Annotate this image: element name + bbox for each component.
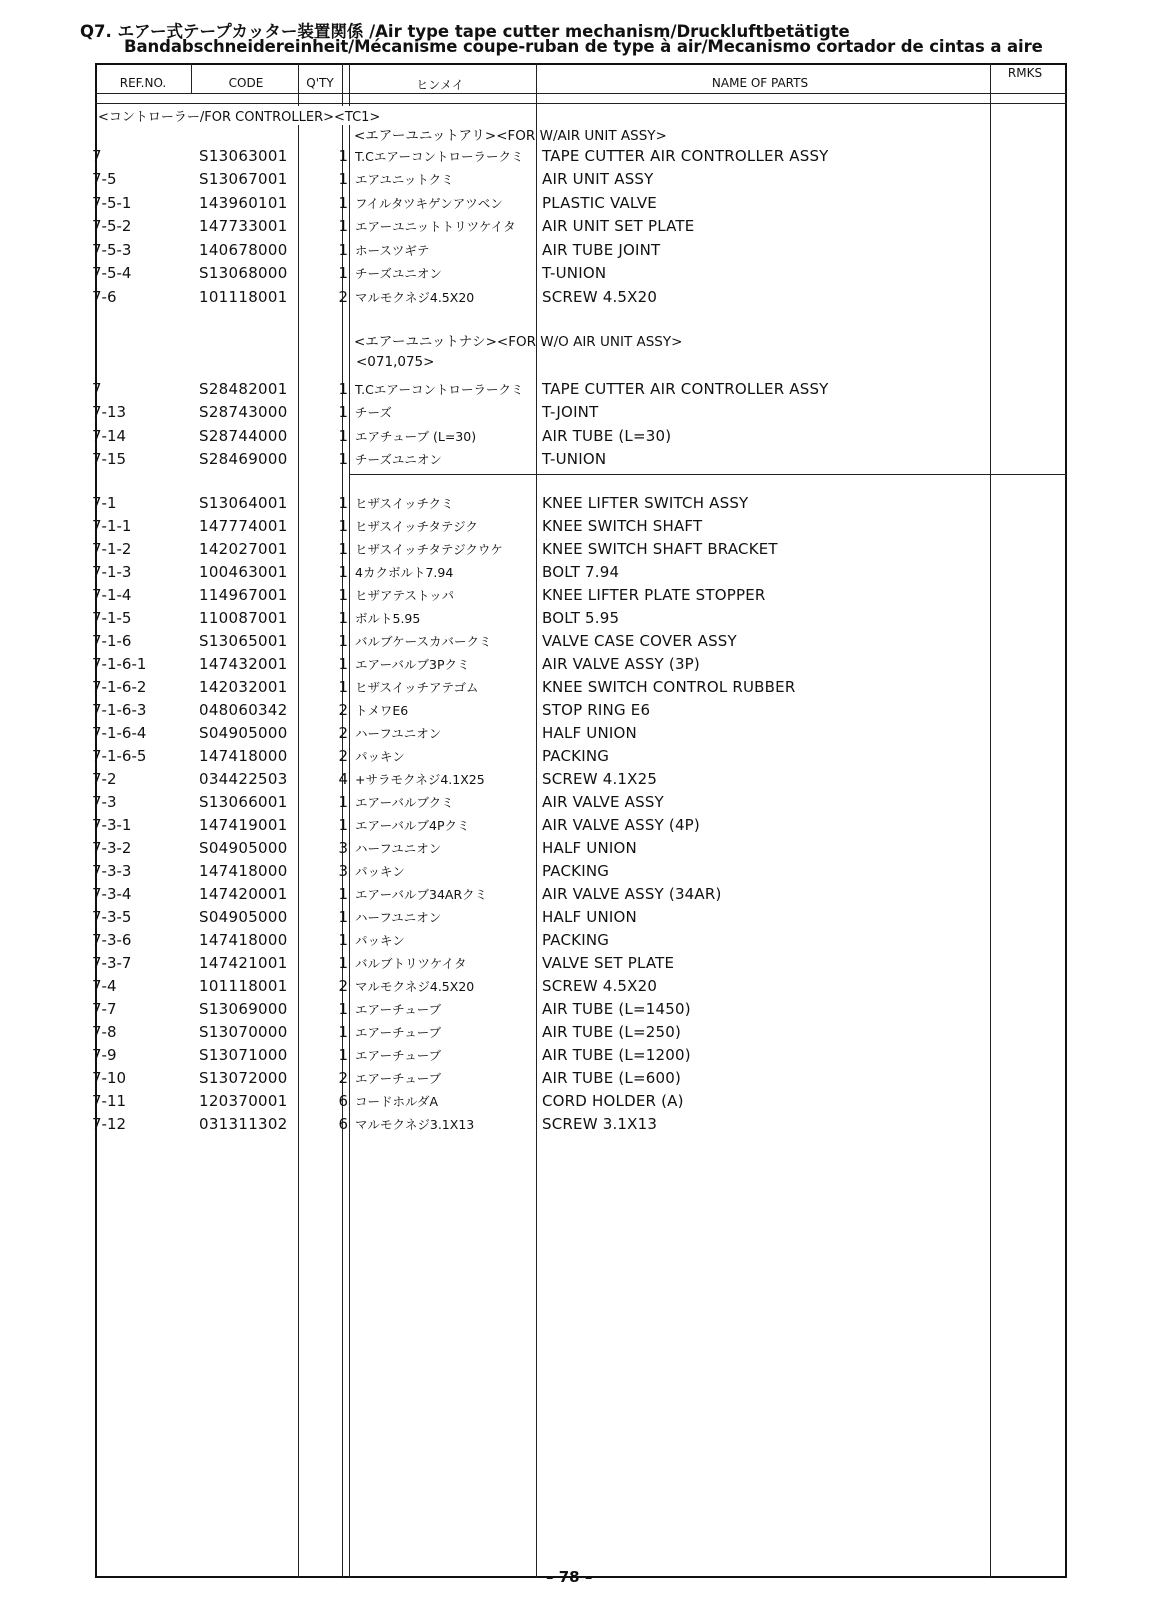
jp-name: パッキン [355, 933, 405, 948]
ref-no: 7 [92, 380, 102, 398]
part-name: AIR TUBE (L=250) [542, 1023, 682, 1041]
part-name: BOLT 7.94 [542, 563, 620, 581]
part-code: 031311302 [199, 1115, 288, 1133]
table-row [0, 768, 1160, 791]
ref-no: 7-6 [92, 288, 117, 306]
part-name: TAPE CUTTER AIR CONTROLLER ASSY [542, 147, 829, 165]
table-row [0, 492, 1160, 515]
part-code: S13069000 [199, 1000, 288, 1018]
quantity: 1 [338, 816, 348, 834]
quantity: 3 [338, 839, 348, 857]
jp-name: ヒザスイッチクミ [355, 496, 454, 511]
jp-name: T.Cエアーコントローラークミ [355, 149, 524, 164]
part-code: S28744000 [199, 427, 288, 445]
part-name: STOP RING E6 [542, 701, 651, 719]
part-name: BOLT 5.95 [542, 609, 620, 627]
part-name: HALF UNION [542, 839, 637, 857]
table-row [0, 630, 1160, 653]
ref-no: 7-1-6-1 [92, 655, 147, 673]
header-code: CODE [228, 76, 264, 90]
quantity: 1 [338, 194, 348, 212]
part-name: KNEE SWITCH SHAFT BRACKET [542, 540, 778, 558]
part-code: S04905000 [199, 839, 288, 857]
page-number: – 78 – [546, 1568, 593, 1586]
jp-name: エアチューブ (L=30) [355, 429, 477, 444]
ref-no: 7-3-6 [92, 931, 132, 949]
jp-name: チーズ [355, 405, 392, 420]
ref-no: 7-14 [92, 427, 127, 445]
table-row [0, 401, 1160, 424]
jp-name: パッキン [355, 864, 405, 879]
part-code: S04905000 [199, 908, 288, 926]
quantity: 1 [338, 170, 348, 188]
part-name: AIR TUBE (L=1200) [542, 1046, 691, 1064]
quantity: 1 [338, 147, 348, 165]
quantity: 1 [338, 678, 348, 696]
quantity: 1 [338, 586, 348, 604]
ref-no: 7-1-6-4 [92, 724, 147, 742]
quantity: 2 [338, 724, 348, 742]
part-code: S13068000 [199, 264, 288, 282]
part-code: 140678000 [199, 241, 288, 259]
jp-name: マルモクネジ3.1X13 [355, 1117, 475, 1132]
jp-name: エアーバルブ3Pクミ [355, 657, 470, 672]
ref-no: 7-1-4 [92, 586, 132, 604]
quantity: 1 [338, 494, 348, 512]
jp-name: エアーチューブ [355, 1002, 442, 1017]
table-row [0, 425, 1160, 448]
part-code: 110087001 [199, 609, 288, 627]
quantity: 1 [338, 264, 348, 282]
quantity: 1 [338, 540, 348, 558]
jp-name: ボルト5.95 [355, 611, 421, 626]
quantity: 1 [338, 931, 348, 949]
quantity: 3 [338, 862, 348, 880]
section-models: <071,075> [356, 354, 435, 370]
part-code: 048060342 [199, 701, 288, 719]
ref-no: 7-2 [92, 770, 117, 788]
ref-no: 7-13 [92, 403, 127, 421]
part-code: S28743000 [199, 403, 288, 421]
jp-name: +サラモクネジ4.1X25 [355, 772, 485, 787]
part-code: 101118001 [199, 977, 288, 995]
part-code: 142032001 [199, 678, 288, 696]
table-row [0, 745, 1160, 768]
table-row [0, 929, 1160, 952]
header-qty: Q'TY [306, 76, 334, 90]
ref-no: 7-1-6 [92, 632, 132, 650]
quantity: 1 [338, 217, 348, 235]
header-bottom-line [95, 93, 1067, 94]
ref-no: 7-5-1 [92, 194, 132, 212]
part-name: VALVE SET PLATE [542, 954, 675, 972]
section-with-air-unit: <エアーユニットアリ><FOR W/AIR UNIT ASSY> [354, 128, 667, 144]
part-name: AIR UNIT SET PLATE [542, 217, 695, 235]
jp-name: フイルタツキゲンアツベン [355, 196, 503, 211]
part-code: S13065001 [199, 632, 288, 650]
ref-no: 7-3-3 [92, 862, 132, 880]
part-name: VALVE CASE COVER ASSY [542, 632, 737, 650]
quantity: 2 [338, 288, 348, 306]
part-name: SCREW 4.1X25 [542, 770, 658, 788]
part-name: KNEE SWITCH SHAFT [542, 517, 703, 535]
quantity: 1 [338, 908, 348, 926]
ref-no: 7-1-1 [92, 517, 132, 535]
ref-no: 7-1-6-2 [92, 678, 147, 696]
ref-no: 7-5-4 [92, 264, 132, 282]
part-name: SCREW 4.5X20 [542, 977, 658, 995]
ref-no: 7-1-6-3 [92, 701, 147, 719]
table-row [0, 584, 1160, 607]
part-code: S13072000 [199, 1069, 288, 1087]
jp-name: チーズユニオン [355, 266, 442, 281]
part-code: S13066001 [199, 793, 288, 811]
table-row [0, 262, 1160, 285]
header-name-of-parts: NAME OF PARTS [711, 76, 809, 90]
part-name: CORD HOLDER (A) [542, 1092, 684, 1110]
quantity: 1 [338, 609, 348, 627]
quantity: 1 [338, 403, 348, 421]
ref-no: 7-15 [92, 450, 127, 468]
quantity: 2 [338, 747, 348, 765]
header-remarks: RMKS [1007, 66, 1043, 80]
ref-no: 7-3-1 [92, 816, 132, 834]
part-name: SCREW 3.1X13 [542, 1115, 658, 1133]
table-row [0, 814, 1160, 837]
part-name: PACKING [542, 862, 610, 880]
table-row [0, 168, 1160, 191]
table-row [0, 607, 1160, 630]
ref-no: 7-3-2 [92, 839, 132, 857]
part-name: AIR VALVE ASSY [542, 793, 664, 811]
part-code: 147774001 [199, 517, 288, 535]
table-row [0, 837, 1160, 860]
part-name: T-JOINT [542, 403, 599, 421]
column-divider-ref [191, 63, 192, 93]
part-name: T-UNION [542, 450, 607, 468]
part-code: 101118001 [199, 288, 288, 306]
quantity: 1 [338, 1000, 348, 1018]
part-code: 147733001 [199, 217, 288, 235]
quantity: 1 [338, 632, 348, 650]
jp-name: エアーバルブクミ [355, 795, 454, 810]
jp-name: エアーチューブ [355, 1071, 442, 1086]
part-code: S13071000 [199, 1046, 288, 1064]
part-name: KNEE LIFTER PLATE STOPPER [542, 586, 766, 604]
quantity: 4 [338, 770, 348, 788]
table-row [0, 145, 1160, 168]
ref-no: 7-5-2 [92, 217, 132, 235]
part-name: SCREW 4.5X20 [542, 288, 658, 306]
table-row [0, 952, 1160, 975]
part-name: AIR TUBE (L=30) [542, 427, 672, 445]
page-title-line-2: Bandabschneidereinheit/Mécanisme coupe-ruban de type à air/Mecanismo cortador de cintas a aire [124, 37, 1043, 56]
jp-name: エアーチューブ [355, 1048, 442, 1063]
part-code: S04905000 [199, 724, 288, 742]
table-row [0, 722, 1160, 745]
table-row [0, 676, 1160, 699]
part-code: 114967001 [199, 586, 288, 604]
part-code: 147420001 [199, 885, 288, 903]
header-double-line [95, 103, 1067, 104]
header-ref-no: REF.NO. [119, 76, 167, 90]
table-row [0, 998, 1160, 1021]
part-code: S13064001 [199, 494, 288, 512]
quantity: 6 [338, 1115, 348, 1133]
part-code: S13067001 [199, 170, 288, 188]
table-row [0, 448, 1160, 471]
ref-no: 7-7 [92, 1000, 117, 1018]
table-row [0, 1090, 1160, 1113]
jp-name: ハーフユニオン [355, 910, 442, 925]
ref-no: 7-5-3 [92, 241, 132, 259]
part-code: 143960101 [199, 194, 288, 212]
table-row [0, 239, 1160, 262]
jp-name: バルブケースカバークミ [355, 634, 492, 649]
part-name: KNEE LIFTER SWITCH ASSY [542, 494, 749, 512]
quantity: 1 [338, 380, 348, 398]
ref-no: 7-1-2 [92, 540, 132, 558]
jp-name: ヒザスイッチタテジクウケ [355, 542, 503, 557]
part-name: T-UNION [542, 264, 607, 282]
ref-no: 7-1 [92, 494, 117, 512]
quantity: 1 [338, 954, 348, 972]
table-row [0, 975, 1160, 998]
jp-name: ハーフユニオン [355, 726, 442, 741]
ref-no: 7-3-5 [92, 908, 132, 926]
jp-name: チーズユニオン [355, 452, 442, 467]
quantity: 1 [338, 655, 348, 673]
header-jp-name: ヒンメイ [416, 78, 464, 92]
ref-no: 7-3-4 [92, 885, 132, 903]
part-code: 147421001 [199, 954, 288, 972]
quantity: 1 [338, 1023, 348, 1041]
jp-name: エアーバルブ34ARクミ [355, 887, 488, 902]
jp-name: エアーチューブ [355, 1025, 442, 1040]
ref-no: 7-1-6-5 [92, 747, 147, 765]
table-row [0, 1044, 1160, 1067]
quantity: 1 [338, 885, 348, 903]
part-name: AIR VALVE ASSY (4P) [542, 816, 700, 834]
table-row [0, 538, 1160, 561]
ref-no: 7 [92, 147, 102, 165]
quantity: 2 [338, 1069, 348, 1087]
part-name: HALF UNION [542, 908, 637, 926]
part-code: 120370001 [199, 1092, 288, 1110]
part-code: S28482001 [199, 380, 288, 398]
quantity: 1 [338, 450, 348, 468]
part-name: AIR VALVE ASSY (3P) [542, 655, 700, 673]
quantity: 1 [338, 427, 348, 445]
jp-name: トメワE6 [355, 703, 409, 718]
jp-name: コードホルダA [355, 1094, 439, 1109]
table-row [0, 883, 1160, 906]
part-name: AIR TUBE (L=600) [542, 1069, 682, 1087]
part-name: AIR TUBE (L=1450) [542, 1000, 691, 1018]
part-name: AIR UNIT ASSY [542, 170, 654, 188]
table-row [0, 860, 1160, 883]
part-code: S13070000 [199, 1023, 288, 1041]
ref-no: 7-3-7 [92, 954, 132, 972]
jp-name: ホースツギテ [355, 243, 430, 258]
part-name: TAPE CUTTER AIR CONTROLLER ASSY [542, 380, 829, 398]
part-code: 142027001 [199, 540, 288, 558]
jp-name: マルモクネジ4.5X20 [355, 979, 475, 994]
jp-name: エアーバルブ4Pクミ [355, 818, 470, 833]
table-row [0, 1021, 1160, 1044]
section-without-air-unit: <エアーユニットナシ><FOR W/O AIR UNIT ASSY> [354, 334, 683, 350]
part-name: PACKING [542, 931, 610, 949]
section-controller-label: <コントローラー/FOR CONTROLLER><TC1> [98, 106, 384, 125]
table-row [0, 653, 1160, 676]
table-row [0, 215, 1160, 238]
part-name: AIR VALVE ASSY (34AR) [542, 885, 722, 903]
jp-name: T.Cエアーコントローラークミ [355, 382, 524, 397]
jp-name: エアーユニットトリツケイタ [355, 219, 516, 234]
table-row [0, 378, 1160, 401]
jp-name: エアユニットクミ [355, 172, 454, 187]
part-name: KNEE SWITCH CONTROL RUBBER [542, 678, 796, 696]
quantity: 1 [338, 793, 348, 811]
table-row [0, 1067, 1160, 1090]
ref-no: 7-4 [92, 977, 117, 995]
part-code: 147418000 [199, 747, 288, 765]
quantity: 2 [338, 701, 348, 719]
ref-no: 7-11 [92, 1092, 127, 1110]
part-name: AIR TUBE JOINT [542, 241, 661, 259]
jp-name: マルモクネジ4.5X20 [355, 290, 475, 305]
ref-no: 7-5 [92, 170, 117, 188]
quantity: 1 [338, 563, 348, 581]
table-row [0, 286, 1160, 309]
ref-no: 7-9 [92, 1046, 117, 1064]
jp-name: ヒザスイッチアテゴム [355, 680, 479, 695]
jp-name: 4カクボルト7.94 [355, 565, 454, 580]
part-code: S28469000 [199, 450, 288, 468]
jp-name: バルブトリツケイタ [355, 956, 467, 971]
jp-name: ヒザアテストッパ [355, 588, 455, 603]
table-row [0, 561, 1160, 584]
part-code: 147419001 [199, 816, 288, 834]
part-name: PACKING [542, 747, 610, 765]
table-row [0, 791, 1160, 814]
table-row [0, 192, 1160, 215]
ref-no: 7-8 [92, 1023, 117, 1041]
group-separator-line [349, 474, 1067, 475]
quantity: 2 [338, 977, 348, 995]
quantity: 1 [338, 241, 348, 259]
table-row [0, 699, 1160, 722]
part-code: S13063001 [199, 147, 288, 165]
ref-no: 7-1-5 [92, 609, 132, 627]
part-name: PLASTIC VALVE [542, 194, 657, 212]
part-code: 147418000 [199, 862, 288, 880]
quantity: 1 [338, 517, 348, 535]
part-code: 147418000 [199, 931, 288, 949]
jp-name: ヒザスイッチタテジク [355, 519, 478, 534]
quantity: 1 [338, 1046, 348, 1064]
ref-no: 7-12 [92, 1115, 127, 1133]
ref-no: 7-1-3 [92, 563, 132, 581]
part-code: 034422503 [199, 770, 288, 788]
jp-name: パッキン [355, 749, 405, 764]
table-row [0, 906, 1160, 929]
table-row [0, 1113, 1160, 1136]
quantity: 6 [338, 1092, 348, 1110]
page-title-line-1: Q7. エアー式テープカッター装置関係 /Air type tape cutter mechanism/Druckluftbetätigte [80, 22, 850, 41]
table-row [0, 515, 1160, 538]
part-name: HALF UNION [542, 724, 637, 742]
ref-no: 7-10 [92, 1069, 127, 1087]
part-code: 100463001 [199, 563, 288, 581]
jp-name: ハーフユニオン [355, 841, 442, 856]
ref-no: 7-3 [92, 793, 117, 811]
part-code: 147432001 [199, 655, 288, 673]
